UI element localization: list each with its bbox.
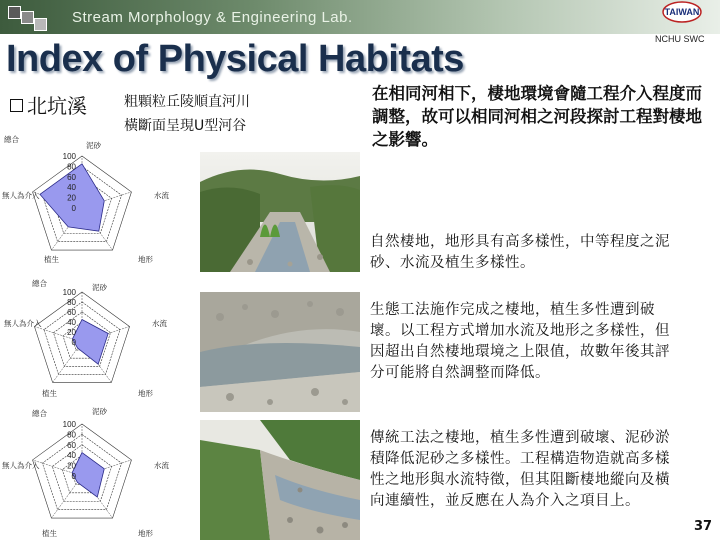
subdesc-line-1: 粗顆粒丘陵順直河川 xyxy=(124,94,250,110)
radar1-tick-label: 0 xyxy=(71,204,76,213)
photo-traditional-engineering-habitat xyxy=(200,420,360,540)
lab-logo-icon xyxy=(8,6,52,32)
radar2-tick-label: 0 xyxy=(71,338,76,347)
radar2-tick-label: 60 xyxy=(67,308,76,317)
section-title xyxy=(10,90,87,119)
radar1-tick-label: 100 xyxy=(62,152,76,161)
radar3-tick-label: 20 xyxy=(67,461,76,471)
radar3-label-overall: 總合 xyxy=(32,409,47,418)
radar1-label-sand: 泥砂 xyxy=(86,141,101,150)
intro-paragraph: 在相同河相下，棲地環境會隨工程介入程度而調整，故可以相同河相之河段探討工程對棲地之影響。 xyxy=(372,84,702,149)
radar3-tick-label: 60 xyxy=(67,440,76,450)
radar3-tick-label: 40 xyxy=(67,451,76,461)
radar-chart-3-svg xyxy=(2,404,169,539)
radar2-label-human: 無人為介入 xyxy=(4,319,42,328)
radar-chart-1-svg xyxy=(2,135,169,268)
radar1-label-vegetation: 植生 xyxy=(44,255,59,264)
taiwan-logo-icon xyxy=(660,0,704,30)
radar1-label-flow: 水流 xyxy=(154,191,169,200)
square-bullet-icon xyxy=(10,99,23,112)
lab-title: Stream Morphology & Engineering Lab. xyxy=(72,9,353,26)
photo-natural-habitat xyxy=(200,152,360,272)
radar2-tick-label: 20 xyxy=(67,328,76,337)
org-name: NCHU SWC xyxy=(655,34,705,44)
radar3-label-vegetation: 植生 xyxy=(42,529,57,538)
radar2-label-flow: 水流 xyxy=(152,319,167,328)
radar2-label-overall: 總合 xyxy=(32,279,47,288)
radar1-tick-label: 40 xyxy=(67,183,76,193)
radar-chart-3 xyxy=(2,404,169,538)
radar3-data-polygon xyxy=(72,453,104,497)
radar2-label-vegetation: 植生 xyxy=(42,389,57,398)
description-1: 自然棲地，地形具有高多樣性，中等程度之泥砂、水流及植生多樣性。 xyxy=(370,234,670,271)
radar3-tick-label: 0 xyxy=(71,472,76,481)
radar1-label-overall: 總合 xyxy=(4,135,19,144)
logo-text: TAIWAN xyxy=(664,7,700,17)
radar1-tick-label: 60 xyxy=(67,172,76,182)
radar1-tick-label: 80 xyxy=(67,162,76,172)
page-title: Index of Physical Habitats xyxy=(6,38,464,80)
radar2-label-terrain: 地形 xyxy=(138,389,153,398)
radar3-tick-label: 100 xyxy=(62,420,76,429)
page-number: 37 xyxy=(694,519,713,534)
radar3-tick-label: 80 xyxy=(67,430,76,440)
radar2-tick-label: 40 xyxy=(67,318,76,327)
radar-chart-2-svg xyxy=(2,278,167,408)
radar2-tick-label: 80 xyxy=(67,298,76,307)
radar1-label-terrain: 地形 xyxy=(138,255,153,264)
radar-chart-2 xyxy=(2,278,167,398)
radar3-label-sand: 泥砂 xyxy=(92,407,107,416)
description-2: 生態工法施作完成之棲地，植生多性遭到破壞。以工程方式增加水流及地形之多樣性，但因超出自然棲地環境之上限值，故數年後其評分可能將自然調整而降低。 xyxy=(370,302,670,381)
radar3-label-terrain: 地形 xyxy=(138,529,153,538)
radar1-tick-label: 20 xyxy=(67,193,76,203)
section-subdescription xyxy=(124,90,250,138)
radar3-label-human: 無人為介入 xyxy=(2,461,40,470)
radar3-label-flow: 水流 xyxy=(154,461,169,470)
description-3: 傳統工法之棲地，植生多性遭到破壞、泥砂淤積降低泥砂之多樣性。工程構造物造就高多樣性之地形與水流特徵，但其阻斷棲地縱向及橫向連續性，並反應在人為介入之項目上。 xyxy=(370,430,670,509)
photo-eco-engineering-habitat xyxy=(200,292,360,412)
radar1-label-human: 無人為介入 xyxy=(2,191,40,200)
radar-chart-1 xyxy=(2,135,169,264)
section-title-text: 北坑溪 xyxy=(27,94,87,118)
radar2-data-polygon xyxy=(72,320,108,365)
radar2-tick-label: 100 xyxy=(62,288,76,297)
radar2-label-sand: 泥砂 xyxy=(92,283,107,292)
subdesc-line-2: 橫斷面呈現U型河谷 xyxy=(124,118,247,134)
